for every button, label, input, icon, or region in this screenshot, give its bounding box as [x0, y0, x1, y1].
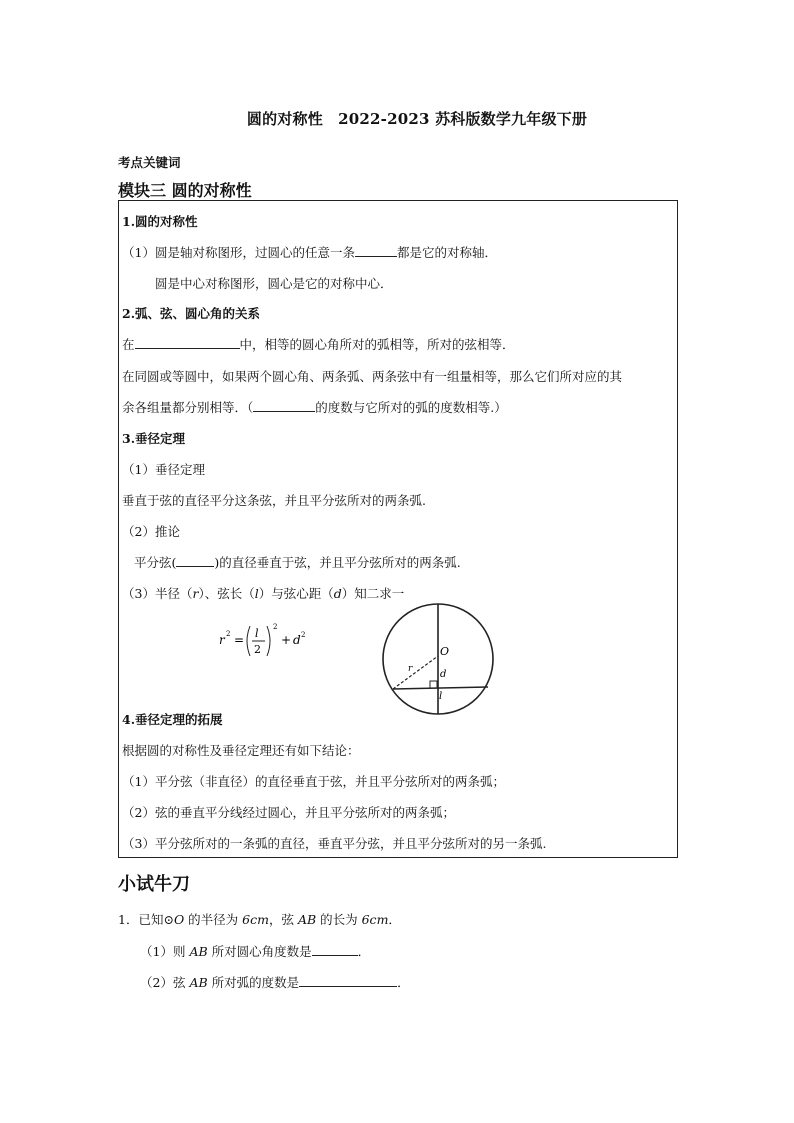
- section-4-title: 4.垂径定理的拓展: [122, 712, 223, 727]
- section-4-line-2: （1）平分弦（非直径）的直径垂直于弦，并且平分弦所对的两条弧；: [122, 774, 505, 789]
- fill-blank[interactable]: [253, 399, 315, 412]
- label-r: r: [408, 664, 413, 674]
- section-1-line-2: 圆是中心对称图形，圆心是它的对称中心．: [155, 276, 393, 291]
- section-4-line-4: （3）平分弦所对的一条弧的直径，垂直平分弦，并且平分弦所对的另一条弧.: [122, 836, 547, 851]
- fill-blank[interactable]: [135, 336, 240, 349]
- label-l: l: [439, 691, 443, 702]
- section-3-line-4: 平分弦( )的直径垂直于弦，并且平分弦所对的两条弧.: [134, 555, 461, 570]
- section-2-line-2: 在同圆或等圆中，如果两个圆心角、两条弧、两条弦中有一组量相等，那么它们所对应的其: [122, 369, 623, 384]
- section-4-line-1: 根据圆的对称性及垂径定理还有如下结论：: [122, 743, 360, 758]
- formula-plus: +: [281, 633, 292, 647]
- section-3-line-2: 垂直于弦的直径平分这条弦，并且平分弦所对的两条弧.: [122, 493, 426, 508]
- section-2-line-1: 在 中，相等的圆心角所对的弧相等，所对的弦相等．: [122, 337, 515, 352]
- page-title: 圆的对称性 2022-2023 苏科版数学九年级下册: [246, 110, 588, 128]
- formula-r: r: [219, 633, 225, 647]
- module-heading: 模块三 圆的对称性: [118, 181, 252, 200]
- section-3-line-1: （1）垂径定理: [122, 462, 205, 477]
- keywords-heading: 考点关键词: [118, 155, 181, 170]
- label-o: O: [440, 645, 450, 658]
- section-4-line-3: （2）弦的垂直平分线经过圆心，并且平分弦所对的两条弧；: [122, 805, 455, 820]
- formula-exp-3: 2: [301, 631, 306, 639]
- question-1-part-1: （1）则 AB 所对圆心角度数是 ．: [140, 944, 371, 959]
- practice-heading: 小试牛刀: [118, 874, 190, 895]
- section-3-line-3: （2）推论: [122, 524, 180, 539]
- left-paren: [247, 626, 250, 656]
- formula-equals: =: [234, 633, 245, 647]
- question-1: 1．已知⊙O 的半径为 6cm，弦 AB 的长为 6cm．: [118, 912, 401, 927]
- section-1-title: 1.圆的对称性: [122, 214, 198, 229]
- fill-blank[interactable]: [176, 554, 214, 567]
- formula-exp-2: 2: [273, 623, 278, 631]
- right-angle-mark: [430, 681, 437, 688]
- formula-d: d: [293, 633, 301, 647]
- radius-line: [393, 656, 438, 689]
- formula-exp-1: 2: [226, 630, 231, 638]
- chord-line: [393, 687, 488, 689]
- question-1-part-2: （2）弦 AB 所对弧的度数是 ．: [140, 975, 410, 990]
- answer-blank[interactable]: [299, 974, 397, 987]
- section-3-title: 3.垂径定理: [122, 431, 186, 446]
- label-d: d: [440, 669, 447, 680]
- right-paren: [267, 626, 270, 656]
- circle-diagram: [381, 601, 497, 719]
- summary-box: [118, 200, 678, 858]
- fill-blank[interactable]: [355, 244, 397, 257]
- section-2-line-3: 余各组量都分别相等．（ 的度数与它所对的弧的度数相等.）: [122, 400, 507, 415]
- answer-blank[interactable]: [312, 943, 358, 956]
- formula-denominator: 2: [254, 643, 261, 656]
- section-3-line-5: （3）半径（r）、弦长（l）与弦心距（d）知二求一: [122, 586, 405, 601]
- section-1-line-1: （1）圆是轴对称图形，过圆心的任意一条 都是它的对称轴．: [122, 245, 497, 260]
- radius-formula: [217, 616, 317, 666]
- section-2-title: 2.弧、弦、圆心角的关系: [122, 306, 261, 321]
- formula-numerator: l: [255, 627, 259, 640]
